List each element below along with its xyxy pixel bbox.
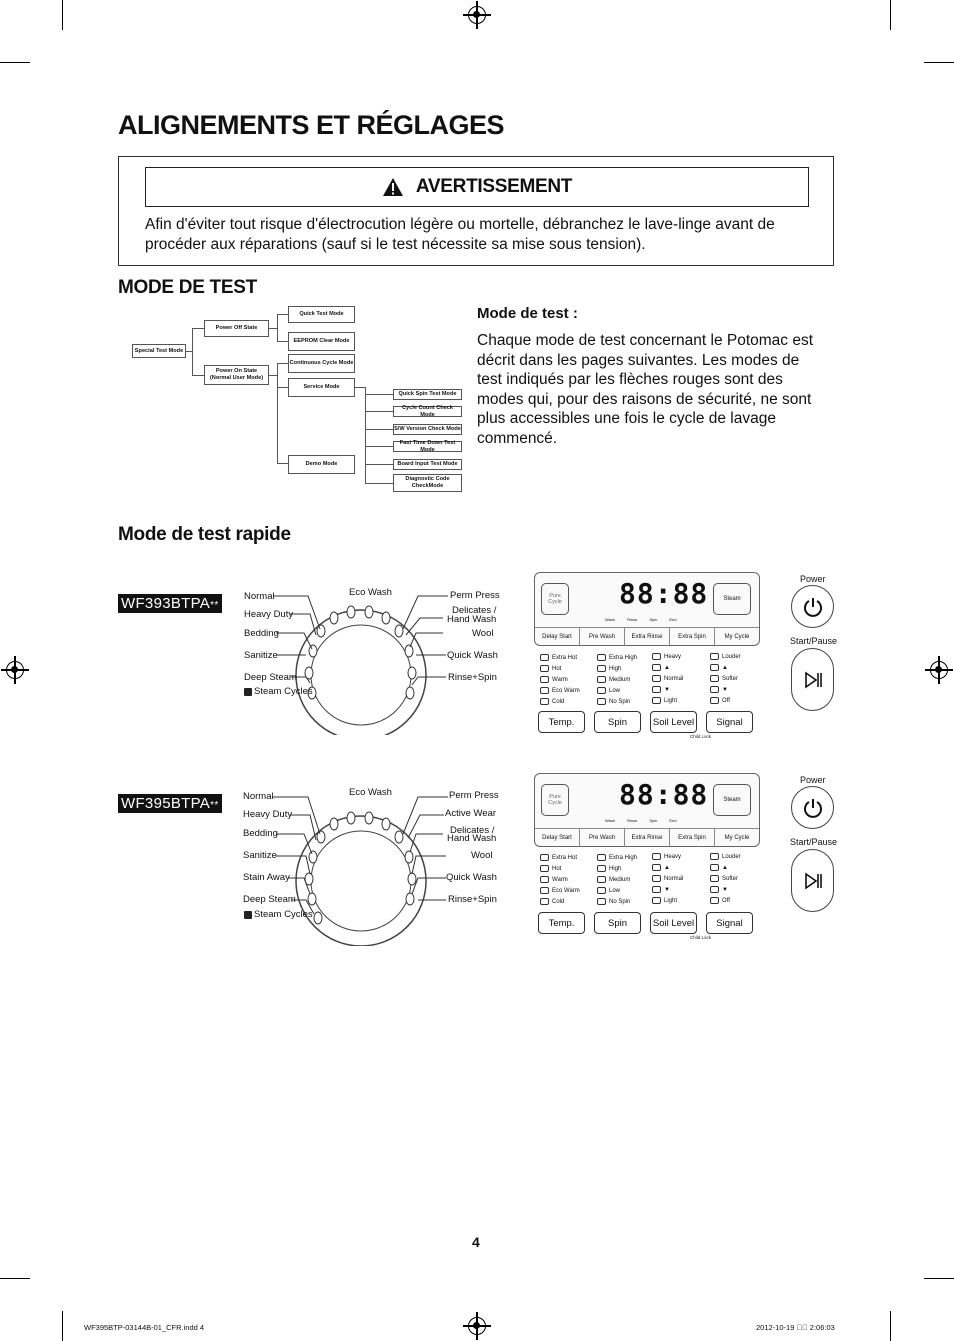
cycle-label: Hand Wash (447, 614, 497, 625)
delay-start-button[interactable]: Delay Start (535, 628, 580, 646)
flow-line (365, 387, 366, 484)
temp-option-label: Extra Hot (552, 854, 578, 861)
soil-option (652, 897, 677, 904)
signal-option (710, 675, 738, 682)
soil-option (652, 653, 681, 660)
steam-icon (244, 911, 252, 919)
progress-label: Wash (605, 617, 616, 622)
signal-option (710, 853, 741, 860)
cycle-label: Eco Wash (349, 587, 392, 598)
flow-demo: Demo Mode (288, 455, 355, 474)
start-pause-label: Start/Pause (790, 636, 838, 646)
model-name: WF393BTPA (121, 595, 211, 612)
crop-mark (62, 1311, 63, 1341)
cycle-label: Steam Cycles (254, 909, 313, 920)
temp-option (540, 865, 561, 872)
options-row (535, 627, 759, 646)
test-mode-heading: MODE DE TEST (118, 277, 257, 298)
spin-option (597, 687, 620, 694)
temp-option-label: Hot (552, 865, 562, 872)
cycle-label: Eco Wash (349, 787, 392, 798)
signal-option (710, 875, 738, 882)
cycle-label: Quick Wash (447, 650, 498, 661)
spin-option (597, 676, 630, 683)
signal-option (710, 653, 741, 660)
signal-option-label: Louder (722, 853, 741, 860)
footer-date: 2012-10-19 ￿￿ 2:06:03 (756, 1323, 835, 1332)
signal-option (710, 686, 728, 693)
flow-eeprom: EEPROM Clear Mode (288, 332, 355, 351)
flow-cycle-count: Cycle Count Check Mode (393, 406, 462, 417)
temp-option (540, 898, 564, 905)
signal-option (710, 864, 728, 871)
spin-button[interactable]: Spin (594, 711, 641, 733)
child-lock-label: Child Lock (690, 935, 712, 940)
warning-triangle-icon (382, 177, 404, 197)
spin-option-label: Low (609, 887, 621, 894)
flow-power-on: Power On State (Normal User Mode) (204, 365, 269, 385)
temp-option-label: Cold (552, 898, 565, 905)
time-display: 88:88 (619, 778, 709, 811)
flow-line (269, 375, 277, 376)
flow-line (365, 394, 393, 395)
soil-option (652, 697, 677, 704)
cycle-label: Deep Steam (244, 672, 297, 683)
cycle-label: Wool (471, 850, 493, 861)
soil-option-label: Heavy (664, 853, 682, 860)
flow-board-input: Board Input Test Mode (393, 459, 462, 470)
flow-quick-spin: Quick Spin Test Mode (393, 389, 462, 400)
spin-option-label: Medium (609, 676, 631, 683)
warning-text: Afin d'éviter tout risque d'électrocution légère ou mortelle, débranchez le lave-linge avant de procéder aux réparations (sauf si le test nécessite sa mise sous tension). (145, 216, 775, 253)
signal-option (710, 697, 730, 704)
temp-option (540, 854, 577, 861)
crop-mark (0, 1278, 30, 1279)
cycle-label: Quick Wash (446, 872, 497, 883)
flow-line (192, 375, 204, 376)
spin-option (597, 865, 621, 872)
flow-line (365, 411, 393, 412)
warning-header (145, 167, 809, 207)
my-cycle-button[interactable]: My Cycle (724, 835, 750, 841)
power-icon (802, 596, 824, 618)
temp-option-label: Eco Warm (552, 887, 580, 894)
signal-option (710, 886, 728, 893)
flow-line (277, 341, 288, 342)
crop-mark (890, 1311, 891, 1341)
temp-option-label: Extra Hot (552, 654, 578, 661)
pre-wash-button[interactable]: Pre Wash (580, 829, 625, 847)
cycle-label: Stain Away (243, 872, 290, 883)
spin-option (597, 876, 630, 883)
start-pause-button[interactable] (791, 849, 834, 912)
cycle-label: Sanitize (244, 650, 278, 661)
progress-label: End (669, 617, 677, 622)
soil-option (652, 853, 681, 860)
flow-fast-time: Fast Time Down Test Mode (393, 441, 462, 452)
play-pause-icon (803, 670, 823, 690)
flow-line (277, 363, 278, 464)
model-suffix: ** (210, 600, 219, 611)
signal-option-label: ▼ (722, 886, 728, 893)
delay-start-button[interactable]: Delay Start (535, 829, 580, 847)
spin-option (597, 898, 630, 905)
model-badge (118, 794, 222, 813)
registration-mark-icon (468, 6, 486, 24)
spin-option (597, 665, 621, 672)
start-pause-label: Start/Pause (790, 837, 838, 847)
steam-cycles-label (244, 909, 313, 920)
soil-option-label: Heavy (664, 653, 682, 660)
cycle-label: Bedding (243, 828, 278, 839)
footer-file: WF395BTP-03144B-01_CFR.indd 4 (84, 1323, 205, 1332)
flow-line (277, 314, 278, 342)
signal-button[interactable]: Signal (706, 711, 753, 733)
flow-continuous: Continuous Cycle Mode (288, 354, 355, 373)
signal-option (710, 664, 728, 671)
spin-option (597, 654, 637, 661)
flow-line (277, 463, 288, 464)
soil-level-button[interactable]: Soil Level (650, 711, 697, 733)
cycle-label: Steam Cycles (254, 686, 313, 697)
temp-option-label: Hot (552, 665, 562, 672)
progress-label: Rinse (627, 617, 638, 622)
crop-mark (0, 62, 30, 63)
start-pause-button[interactable] (791, 648, 834, 711)
flow-line (277, 387, 288, 388)
model-badge (118, 594, 222, 613)
cycle-label: Normal (243, 791, 274, 802)
soil-option-label: Light (664, 697, 678, 704)
control-panel (534, 572, 760, 646)
warning-heading: AVERTISSEMENT (415, 176, 573, 197)
temp-option (540, 698, 564, 705)
soil-option-label: ▲ (664, 664, 670, 671)
cycle-label: Bedding (244, 628, 279, 639)
signal-option-label: Off (722, 897, 730, 904)
options-row (535, 828, 759, 847)
pure-cycle-button[interactable]: Pure Cycle (541, 583, 569, 615)
soil-option (652, 686, 670, 693)
signal-option-label: ▲ (722, 864, 728, 871)
cycle-label: Delicates / (452, 605, 497, 616)
flow-line (192, 328, 204, 329)
extra-rinse-button[interactable]: Extra Rinse (625, 628, 670, 646)
model-name: WF395BTPA (121, 795, 211, 812)
temp-button[interactable]: Temp. (538, 912, 585, 934)
page-title: ALIGNEMENTS ET RÉGLAGES (118, 110, 505, 140)
soil-option-label: Normal (664, 675, 684, 682)
temp-option-label: Warm (552, 676, 568, 683)
temp-option-label: Cold (552, 698, 565, 705)
extra-spin-button[interactable]: Extra Spin (670, 829, 715, 847)
power-button[interactable] (791, 585, 834, 628)
spin-option-label: No Spin (609, 898, 631, 905)
cycle-label: Active Wear (445, 808, 497, 819)
spin-option-label: Low (609, 687, 621, 694)
cycle-label: Sanitize (243, 850, 277, 861)
soil-option-label: Light (664, 897, 678, 904)
model-suffix: ** (210, 800, 219, 811)
progress-row (605, 818, 676, 823)
flow-line (365, 429, 393, 430)
play-pause-icon (803, 871, 823, 891)
steam-button[interactable]: Steam (713, 784, 751, 816)
temp-option (540, 665, 561, 672)
flow-line (277, 314, 288, 315)
flow-power-off: Power Off State (204, 320, 269, 337)
child-lock-label: Child Lock (690, 734, 712, 739)
progress-label: Spin (649, 617, 658, 622)
spin-option-label: High (609, 865, 622, 872)
soil-option-label: ▼ (664, 886, 670, 893)
soil-option-label: ▲ (664, 864, 670, 871)
flow-line (365, 464, 393, 465)
temp-option (540, 687, 580, 694)
cycle-label: Perm Press (450, 590, 500, 601)
signal-option-label: Softer (722, 675, 739, 682)
progress-label: Rinse (627, 818, 638, 823)
flow-line (365, 483, 393, 484)
test-mode-desc-heading: Mode de test : (477, 305, 578, 322)
flow-root: Special Test Mode (132, 344, 186, 358)
flow-line (365, 446, 393, 447)
cycle-label: Wool (472, 628, 494, 639)
spin-option (597, 854, 637, 861)
temp-option (540, 676, 568, 683)
spin-option (597, 698, 630, 705)
crop-mark (62, 0, 63, 30)
steam-button[interactable]: Steam (713, 583, 751, 615)
cycle-label: Perm Press (449, 790, 499, 801)
power-icon (802, 797, 824, 819)
signal-option-label: Off (722, 697, 730, 704)
spin-option-label: Medium (609, 876, 631, 883)
temp-button[interactable]: Temp. (538, 711, 585, 733)
cycle-label: Delicates / (450, 825, 495, 836)
flow-diagnostic: Diagnostic Code CheckMode (393, 474, 462, 492)
flow-sw-version: S/W Version Check Mode (393, 424, 462, 435)
steam-cycles-label (244, 686, 313, 697)
spin-option (597, 887, 620, 894)
pre-wash-button[interactable]: Pre Wash (580, 628, 625, 646)
power-button[interactable] (791, 786, 834, 829)
signal-option-label: ▼ (722, 686, 728, 693)
spin-button[interactable]: Spin (594, 912, 641, 934)
quick-test-heading: Mode de test rapide (118, 524, 291, 545)
spin-option-label: Extra High (609, 854, 638, 861)
spin-option-label: High (609, 665, 622, 672)
temp-option (540, 887, 580, 894)
spin-option-label: No Spin (609, 698, 631, 705)
flow-quick-test: Quick Test Mode (288, 306, 355, 323)
test-mode-desc: Chaque mode de test concernant le Potomac est décrit dans les pages suivantes. Les modes de test indiqués par les flèches rouges sont des modes qui, pour des raisons de sécurité, ne sont plus accessibles une fois le cycle de lavage commencé. (477, 332, 814, 447)
power-label: Power (800, 775, 826, 785)
soil-option (652, 675, 683, 682)
soil-option (652, 875, 683, 882)
progress-label: Spin (649, 818, 658, 823)
progress-label: Wash (605, 818, 616, 823)
temp-option (540, 654, 577, 661)
time-display: 88:88 (619, 577, 709, 610)
my-cycle-button[interactable]: My Cycle (724, 634, 750, 640)
flow-line (355, 387, 365, 388)
flow-line (192, 328, 193, 376)
crop-mark (890, 0, 891, 30)
cycle-label: Rinse+Spin (448, 894, 497, 905)
page-number: 4 (472, 1234, 480, 1250)
progress-row (605, 617, 676, 622)
flow-line (269, 328, 277, 329)
registration-mark-icon (930, 661, 948, 679)
cycle-label: Rinse+Spin (448, 672, 497, 683)
extra-rinse-button[interactable]: Extra Rinse (625, 829, 670, 847)
signal-option (710, 897, 730, 904)
flow-line (277, 363, 288, 364)
warning-box (118, 156, 834, 266)
crop-mark (924, 62, 954, 63)
soil-option-label: ▼ (664, 686, 670, 693)
extra-spin-button[interactable]: Extra Spin (670, 628, 715, 646)
temp-option (540, 876, 568, 883)
pure-cycle-button[interactable]: Pure Cycle (541, 784, 569, 816)
registration-mark-icon (468, 1317, 486, 1335)
steam-icon (244, 688, 252, 696)
soil-option (652, 886, 670, 893)
signal-option-label: Louder (722, 653, 741, 660)
cycle-label: Heavy Duty (244, 609, 294, 620)
crop-mark (924, 1278, 954, 1279)
signal-option-label: ▲ (722, 664, 728, 671)
progress-label: End (669, 818, 677, 823)
spin-option-label: Extra High (609, 654, 638, 661)
signal-button[interactable]: Signal (706, 912, 753, 934)
cycle-label: Heavy Duty (243, 809, 293, 820)
cycle-label: Normal (244, 591, 275, 602)
signal-option-label: Softer (722, 875, 739, 882)
control-panel (534, 773, 760, 847)
registration-mark-icon (6, 661, 24, 679)
flow-service: Service Mode (288, 378, 355, 397)
temp-option-label: Warm (552, 876, 568, 883)
soil-option-label: Normal (664, 875, 684, 882)
power-label: Power (800, 574, 826, 584)
cycle-label: Hand Wash (447, 833, 497, 844)
soil-option (652, 664, 670, 671)
temp-option-label: Eco Warm (552, 687, 580, 694)
soil-option (652, 864, 670, 871)
cycle-label: Deep Steam (243, 894, 296, 905)
soil-level-button[interactable]: Soil Level (650, 912, 697, 934)
